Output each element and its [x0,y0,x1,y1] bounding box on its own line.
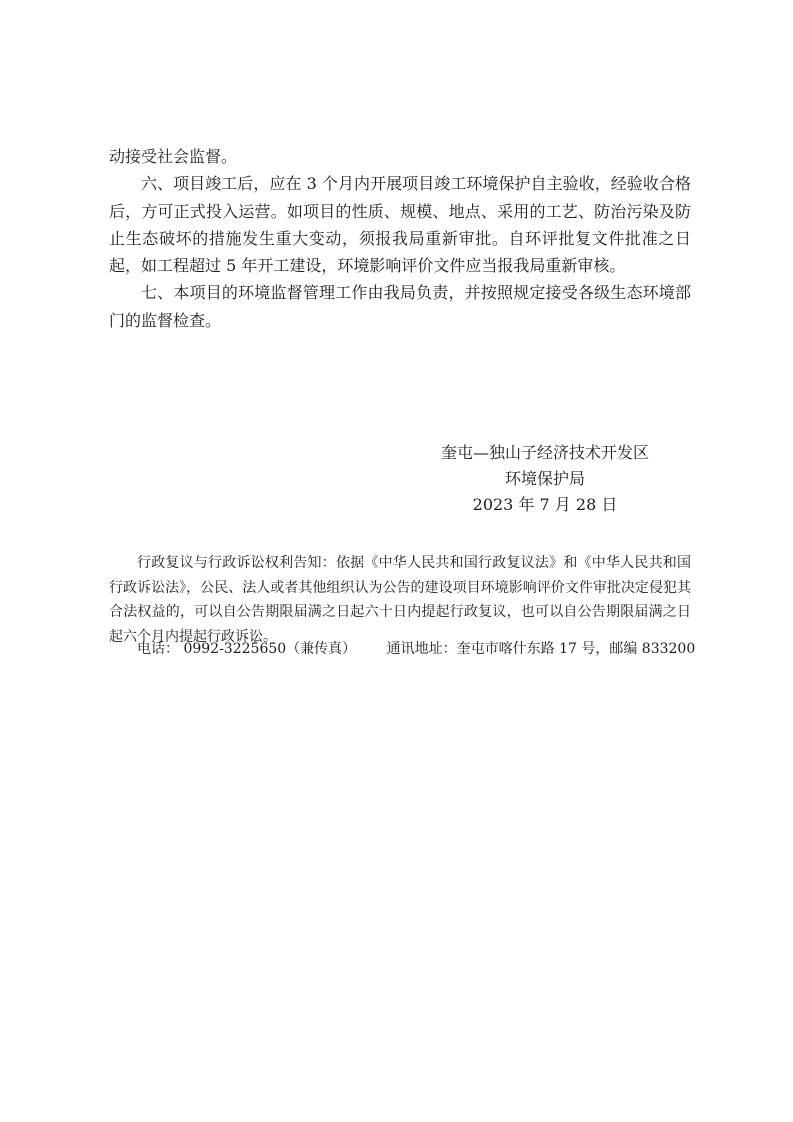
body-paragraph-1: 动接受社会监督。 [109,147,238,166]
contact-phone: 电话： 0992-3225650（兼传真） [137,641,357,657]
signature-org-line2: 环境保护局 [504,469,585,488]
body-paragraph-2: 六、项目竣工后，应在 3 个月内开展项目竣工环境保护自主验收，经验收合格后，方可正式投入运营。如项目的性质、规模、地点、采用的工艺、防治污染及防止生态破坏的措施发生重大变动，须报我局重新审批。自环评批复文件批准之日起，如工程超过 5 年开工建设，环境影响评价文件应当报我局重新审核。 [109,174,691,276]
body-paragraph-3: 七、本项目的环境监督管理工作由我局负责，并按照规定接受各级生态环境部门的监督检查。 [109,283,691,330]
legal-rights-notice: 行政复议与行政诉讼权利告知：依据《中华人民共和国行政复议法》和《中华人民共和国行政诉讼法》，公民、法人或者其他组织认为公告的建设项目环境影响评价文件审批决定侵犯其合法权益的，可以自公告期限届满之日起六十日内提起行政复议，也可以自公告期限届满之日起六个月内提起行政诉讼。 [109,555,691,645]
document-body [109,143,691,334]
signature-block [420,440,670,518]
signature-date: 2023 年 7 月 28 日 [472,495,618,514]
contact-address: 通讯地址：奎屯市喀什东路 17 号，邮编 833200 [386,641,696,657]
signature-org-line1: 奎屯—独山子经济技术开发区 [440,443,649,462]
contact-info [137,639,697,659]
